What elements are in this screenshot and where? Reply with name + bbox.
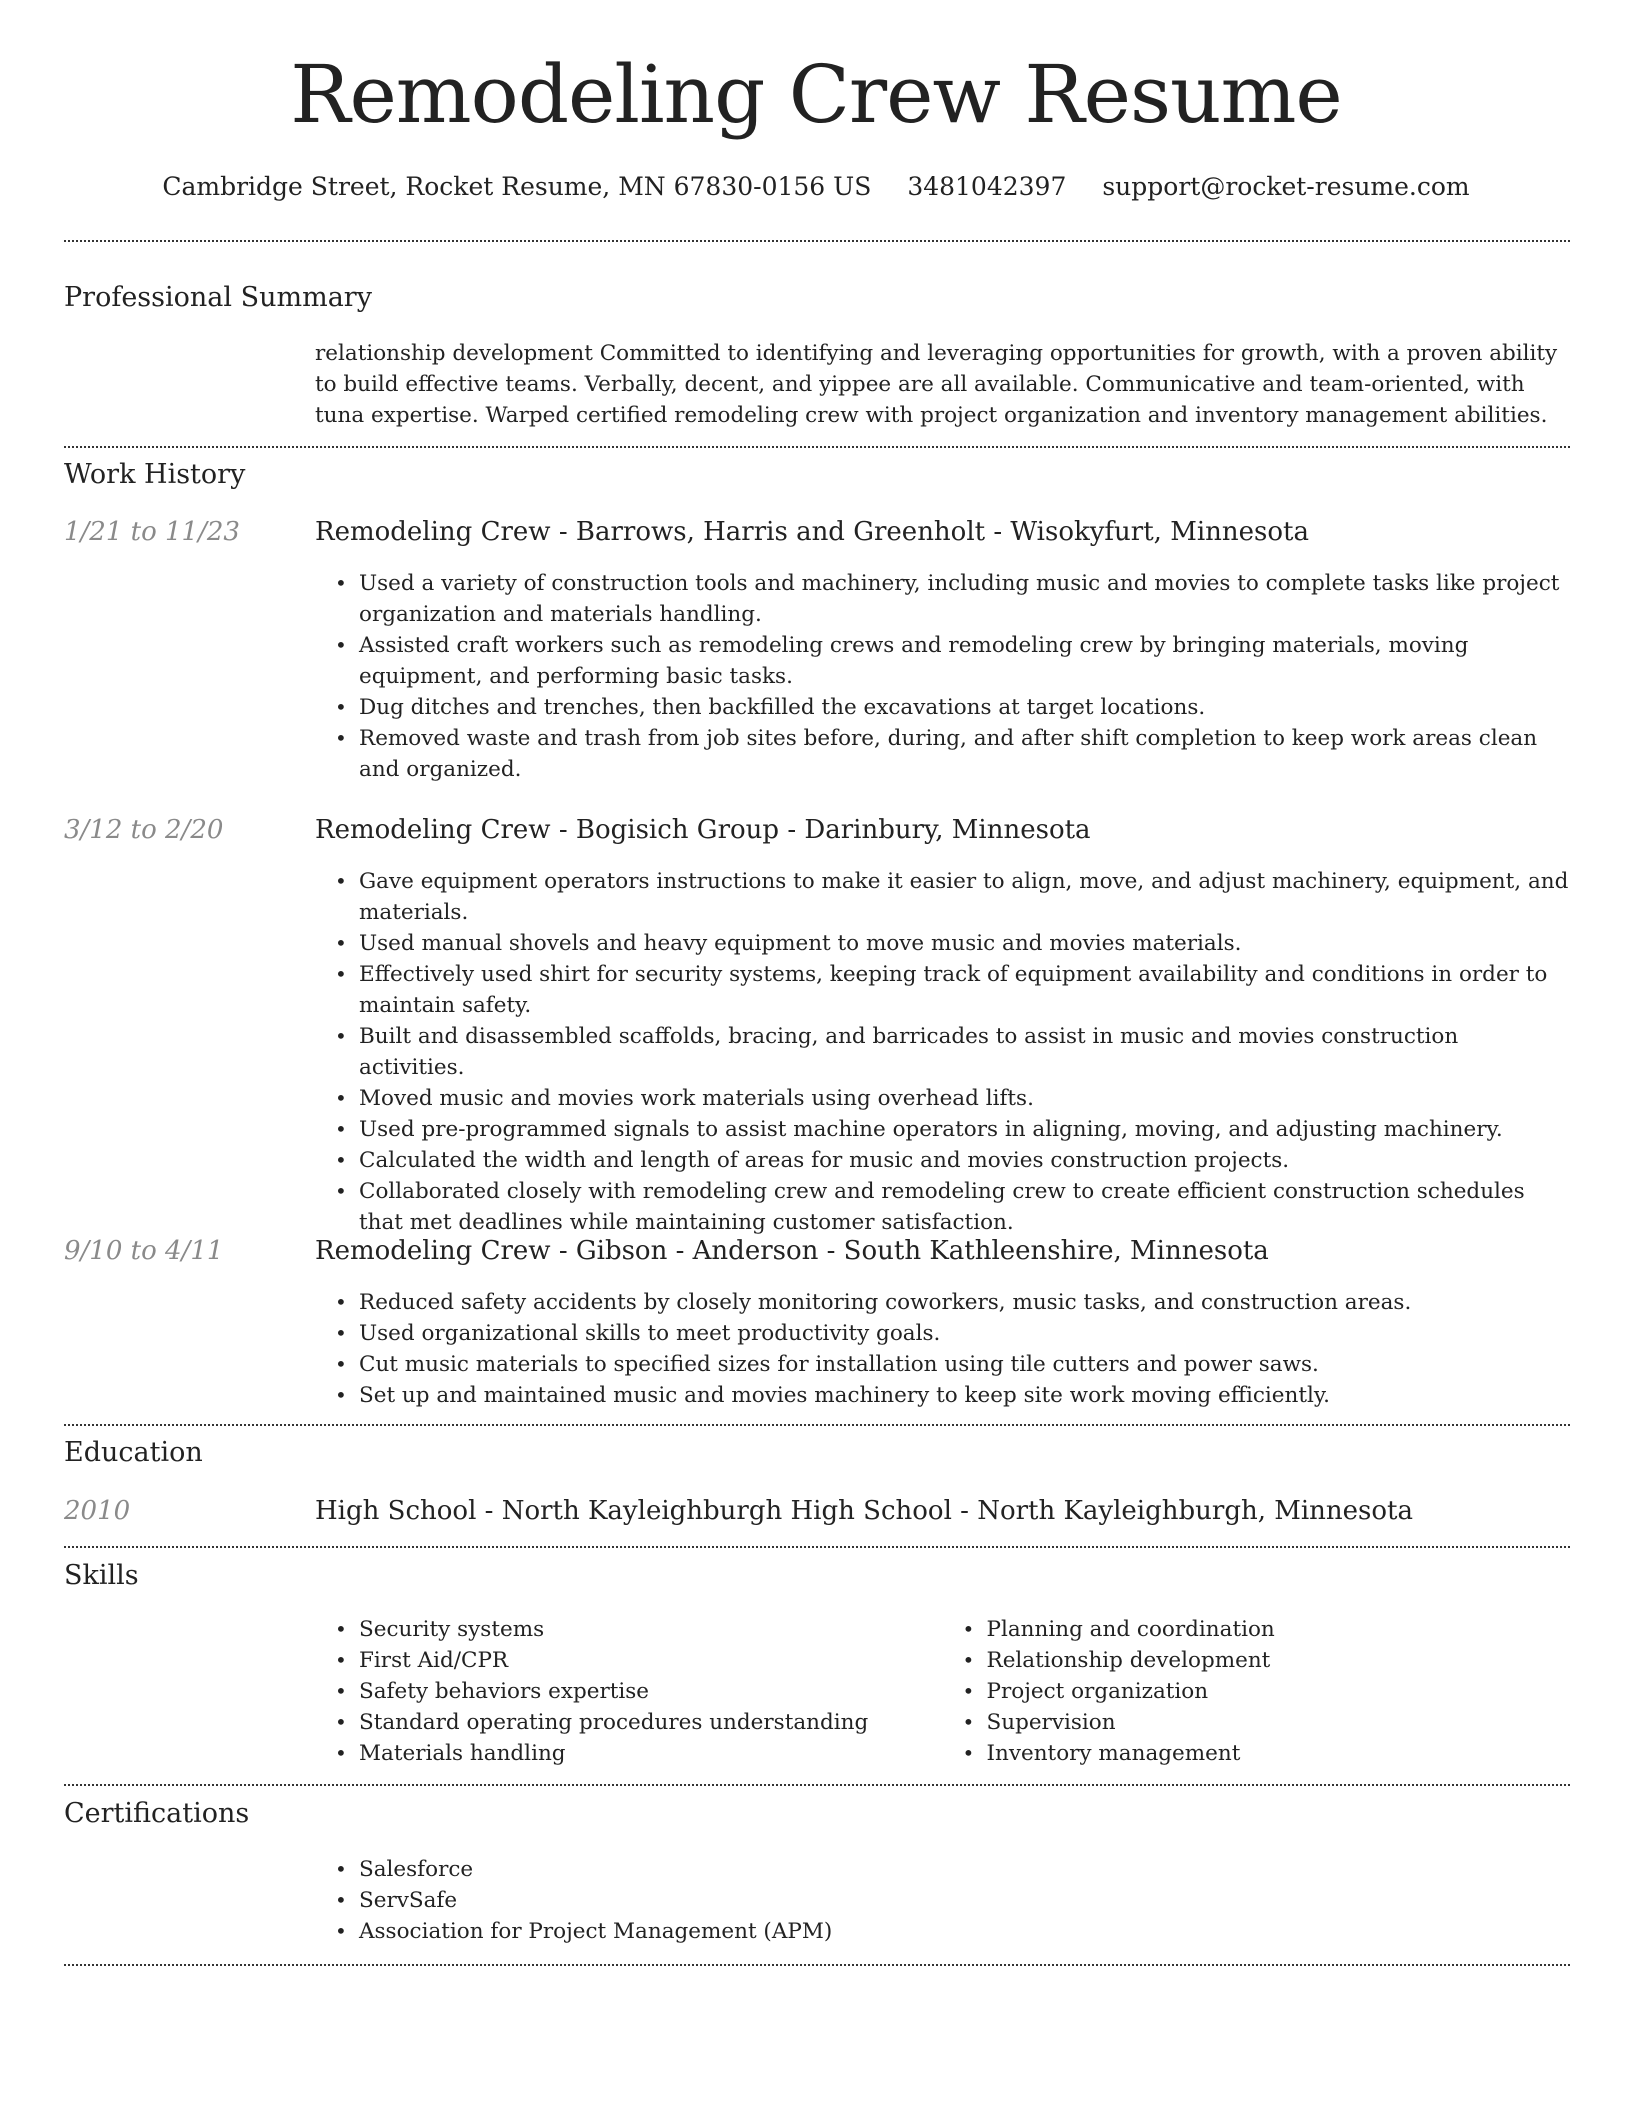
skills-list (315, 1614, 1570, 1769)
list-item: • Set up and maintained music and movies machinery to keep site work moving efficiently. (359, 1380, 1570, 1411)
divider (64, 446, 1570, 448)
divider (64, 1964, 1570, 1966)
list-item: • Standard operating procedures understanding (359, 1707, 943, 1738)
job-3-title: Remodeling Crew - Gibson - Anderson - South Kathleenshire, Minnesota (315, 1236, 1269, 1266)
contact-address: Cambridge Street, Rocket Resume, MN 67830-0156 US (162, 172, 872, 201)
education-year: 2010 (64, 1496, 131, 1526)
job-1-dates: 1/21 to 11/23 (64, 517, 240, 547)
list-item: • Relationship development (987, 1645, 1571, 1676)
list-item: • Inventory management (987, 1738, 1571, 1769)
education-heading: Education (64, 1437, 203, 1468)
skills-column-right (943, 1614, 1571, 1769)
work-history-heading: Work History (64, 459, 246, 490)
education-school: North Kayleighburgh High School - North Kayleighburgh, Minnesota (501, 1496, 1414, 1526)
list-item: • Cut music materials to specified sizes for installation using tile cutters and power saws. (359, 1349, 1570, 1380)
contact-line (0, 172, 1632, 201)
divider (64, 1546, 1570, 1548)
list-item: • Association for Project Management (APM) (359, 1916, 1570, 1947)
list-item: • Used pre-programmed signals to assist machine operators in aligning, moving, and adjusting machinery. (359, 1114, 1570, 1145)
resume-title: Remodeling Crew Resume (290, 48, 1342, 141)
list-item: • Used manual shovels and heavy equipment to move music and movies materials. (359, 928, 1570, 959)
list-item: • Gave equipment operators instructions to make it easier to align, move, and adjust machinery, equipment, and materials. (359, 866, 1570, 928)
list-item: • Effectively used shirt for security systems, keeping track of equipment availability and conditions in order to maintain safety. (359, 959, 1570, 1021)
list-item: • Built and disassembled scaffolds, bracing, and barricades to assist in music and movies construction activities. (359, 1021, 1570, 1083)
certifications-list (315, 1854, 1570, 1947)
divider (64, 1784, 1570, 1786)
contact-phone: 3481042397 (907, 172, 1067, 201)
list-item: • Removed waste and trash from job sites before, during, and after shift completion to keep work areas clean and organized. (359, 723, 1570, 785)
list-item: • Dug ditches and trenches, then backfilled the excavations at target locations. (359, 692, 1570, 723)
list-item: • Materials handling (359, 1738, 943, 1769)
education-entry (315, 1496, 1413, 1526)
skills-column-left (315, 1614, 943, 1769)
education-degree: High School (315, 1496, 477, 1526)
job-3-dates: 9/10 to 4/11 (64, 1236, 224, 1266)
summary-text: relationship development Committed to identifying and leveraging opportunities for growth, with a proven ability to build effective teams. Verbally, decent, and yippee are all available. Communicative and team-oriented, with tuna expertise. Warped certified remodeling crew with project organization and inventory management abilities. (315, 341, 1558, 428)
list-item: • Used a variety of construction tools and machinery, including music and movies to complete tasks like project organization and materials handling. (359, 568, 1570, 630)
list-item: • Reduced safety accidents by closely monitoring coworkers, music tasks, and construction areas. (359, 1287, 1570, 1318)
education-separator: - (476, 1496, 502, 1526)
list-item: • Used organizational skills to meet productivity goals. (359, 1318, 1570, 1349)
job-2-dates: 3/12 to 2/20 (64, 815, 224, 845)
list-item: • Security systems (359, 1614, 943, 1645)
skills-heading: Skills (64, 1560, 139, 1591)
summary-heading: Professional Summary (64, 282, 372, 313)
list-item: • Calculated the width and length of areas for music and movies construction projects. (359, 1145, 1570, 1176)
job-1-title: Remodeling Crew - Barrows, Harris and Greenholt - Wisokyfurt, Minnesota (315, 517, 1309, 547)
list-item: • Assisted craft workers such as remodeling crews and remodeling crew by bringing materials, moving equipment, and performing basic tasks. (359, 630, 1570, 692)
list-item: • Safety behaviors expertise (359, 1676, 943, 1707)
list-item: • First Aid/CPR (359, 1645, 943, 1676)
list-item: • Project organization (987, 1676, 1571, 1707)
list-item: • Planning and coordination (987, 1614, 1571, 1645)
contact-email: support@rocket-resume.com (1102, 172, 1470, 201)
job-1-duties (315, 568, 1570, 785)
job-2-duties (315, 866, 1570, 1238)
certifications-heading: Certifications (64, 1798, 250, 1829)
list-item: • Collaborated closely with remodeling crew and remodeling crew to create efficient construction schedules that met deadlines while maintaining customer satisfaction. (359, 1176, 1570, 1238)
divider (64, 1424, 1570, 1426)
list-item: • Salesforce (359, 1854, 1570, 1885)
divider (64, 240, 1570, 242)
list-item: • Supervision (987, 1707, 1571, 1738)
job-3-duties (315, 1287, 1570, 1411)
list-item: • ServSafe (359, 1885, 1570, 1916)
job-2-title: Remodeling Crew - Bogisich Group - Darinbury, Minnesota (315, 815, 1091, 845)
list-item: • Moved music and movies work materials using overhead lifts. (359, 1083, 1570, 1114)
